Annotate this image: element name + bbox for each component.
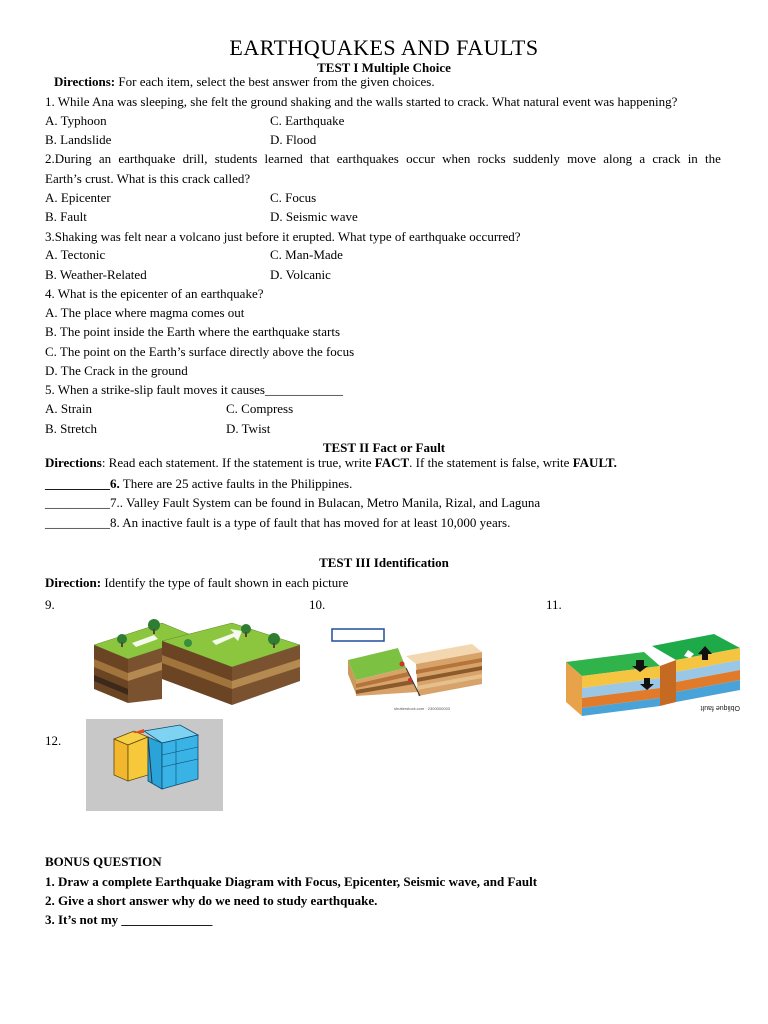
item-text: Valley Fault System can be found in Bulacan, Metro Manila, Rizal, and Laguna	[123, 495, 541, 510]
answer-blank: __________	[45, 495, 110, 510]
test2-heading: TEST II Fact or Fault	[322, 440, 446, 455]
q1-question: 1. While Ana was sleeping, she felt the ground shaking and the walls started to crack. What natural event was happening?	[45, 94, 678, 109]
q2-word: along	[603, 151, 633, 166]
item-number: 6.	[110, 476, 120, 491]
bonus-question-2: 2. Give a short answer why do we need to study earthquake.	[45, 893, 378, 908]
q3-choice-c: C. Man-Made	[270, 247, 343, 262]
picture-11-oblique-fault	[564, 626, 742, 718]
item-label-11: 11.	[546, 597, 562, 612]
item-label-9: 9.	[45, 597, 55, 612]
test3-directions	[45, 576, 348, 589]
item-number: 8.	[110, 515, 120, 530]
fact-keyword: FACT	[374, 455, 410, 470]
answer-blank: __________	[45, 515, 110, 530]
q2-word: that	[310, 151, 330, 166]
item-text: An inactive fault is a type of fault that has moved for at least 10,000 years.	[119, 515, 511, 530]
q2-word: earthquake	[118, 151, 176, 166]
q2-word: an	[98, 151, 112, 166]
page-title: EARTHQUAKES AND FAULTS	[229, 35, 539, 60]
q2-choice-b: B. Fault	[45, 209, 87, 224]
q1-choice-b: B. Landslide	[45, 132, 112, 147]
q5-question: 5. When a strike-slip fault moves it causes____________	[45, 382, 343, 397]
q2-word: move	[567, 151, 596, 166]
q2-word: earthquakes	[336, 151, 399, 166]
test2-directions	[45, 456, 617, 469]
directions-text: Identify the type of fault shown in each picture	[101, 575, 349, 590]
q3-choice-b: B. Weather-Related	[45, 267, 147, 282]
q4-choice-b: B. The point inside the Earth where the earthquake starts	[45, 324, 341, 339]
label-box	[332, 629, 384, 641]
test1-heading: TEST I Multiple Choice	[317, 60, 451, 75]
item-label-12: 12.	[45, 733, 62, 748]
q2-choice-d: D. Seismic wave	[270, 209, 358, 224]
q2-question-line1	[45, 152, 721, 165]
q2-word: learned	[264, 151, 303, 166]
q2-word: crack	[652, 151, 681, 166]
fault-keyword: FAULT.	[572, 455, 617, 470]
fact-fault-item-7	[45, 496, 540, 509]
test3-heading: TEST III Identification	[319, 555, 449, 570]
item-number: 7..	[110, 495, 123, 510]
q2-word: in	[687, 151, 698, 166]
q2-word: drill,	[182, 151, 208, 166]
q2-word: the	[705, 151, 721, 166]
q1-choice-a: A. Typhoon	[45, 113, 107, 128]
q2-question-line2: Earth’s crust. What is this crack called?	[45, 171, 251, 186]
q2-word: rocks	[477, 151, 506, 166]
q5-choice-b: B. Stretch	[45, 421, 97, 436]
q2-choice-a: A. Epicenter	[45, 190, 111, 205]
q5-choice-d: D. Twist	[226, 421, 271, 436]
q1-choice-c: C. Earthquake	[270, 113, 345, 128]
directions-text: For each item, select the best answer from the given choices.	[115, 74, 435, 89]
q4-choice-d: D. The Crack in the ground	[45, 363, 188, 378]
q4-question: 4. What is the epicenter of an earthquake?	[45, 286, 264, 301]
q3-choice-a: A. Tectonic	[45, 247, 106, 262]
bonus-heading: BONUS QUESTION	[45, 854, 162, 869]
fact-fault-item-8	[45, 516, 510, 529]
q5-choice-c: C. Compress	[226, 401, 294, 416]
q4-choice-c: C. The point on the Earth’s surface directly above the focus	[45, 344, 355, 359]
q1-choice-d: D. Flood	[270, 132, 317, 147]
q4-choice-a: A. The place where magma comes out	[45, 305, 245, 320]
q5-choice-a: A. Strain	[45, 401, 92, 416]
bonus-question-3: 3. It’s not my ______________	[45, 912, 213, 927]
q2-word: suddenly	[512, 151, 560, 166]
item-text: There are 25 active faults in the Philippines.	[119, 476, 353, 491]
directions-label: Directions	[45, 455, 102, 470]
q2-word: students	[214, 151, 258, 166]
directions-text-1: : Read each statement. If the statement is true, write	[101, 455, 375, 470]
q2-word: a	[639, 151, 646, 166]
q3-question: 3.Shaking was felt near a volcano just before it erupted. What type of earthquake occurred?	[45, 229, 521, 244]
answer-blank: __________	[45, 476, 110, 491]
q2-word: occur	[406, 151, 435, 166]
picture-9-strike-slip-fault	[92, 615, 302, 707]
q2-choice-c: C. Focus	[270, 190, 317, 205]
picture-10-normal-fault	[322, 624, 512, 716]
bonus-question-1: 1. Draw a complete Earthquake Diagram with Focus, Epicenter, Seismic wave, and Fault	[45, 874, 538, 889]
q2-word: 2.During	[45, 151, 92, 166]
directions-label: Directions:	[54, 74, 116, 89]
q2-word: when	[442, 151, 471, 166]
picture-12-fault-block	[86, 719, 223, 811]
image-credit: shutterstock.com · 2300000003	[394, 706, 451, 711]
directions-label: Direction:	[45, 575, 102, 590]
q3-choice-d: D. Volcanic	[270, 267, 331, 282]
test1-directions	[54, 75, 435, 88]
item-label-10: 10.	[309, 597, 326, 612]
fact-fault-item-6	[45, 477, 352, 490]
oblique-fault-caption: Oblique fault	[700, 704, 740, 711]
directions-text-2: . If the statement is false, write	[409, 455, 573, 470]
